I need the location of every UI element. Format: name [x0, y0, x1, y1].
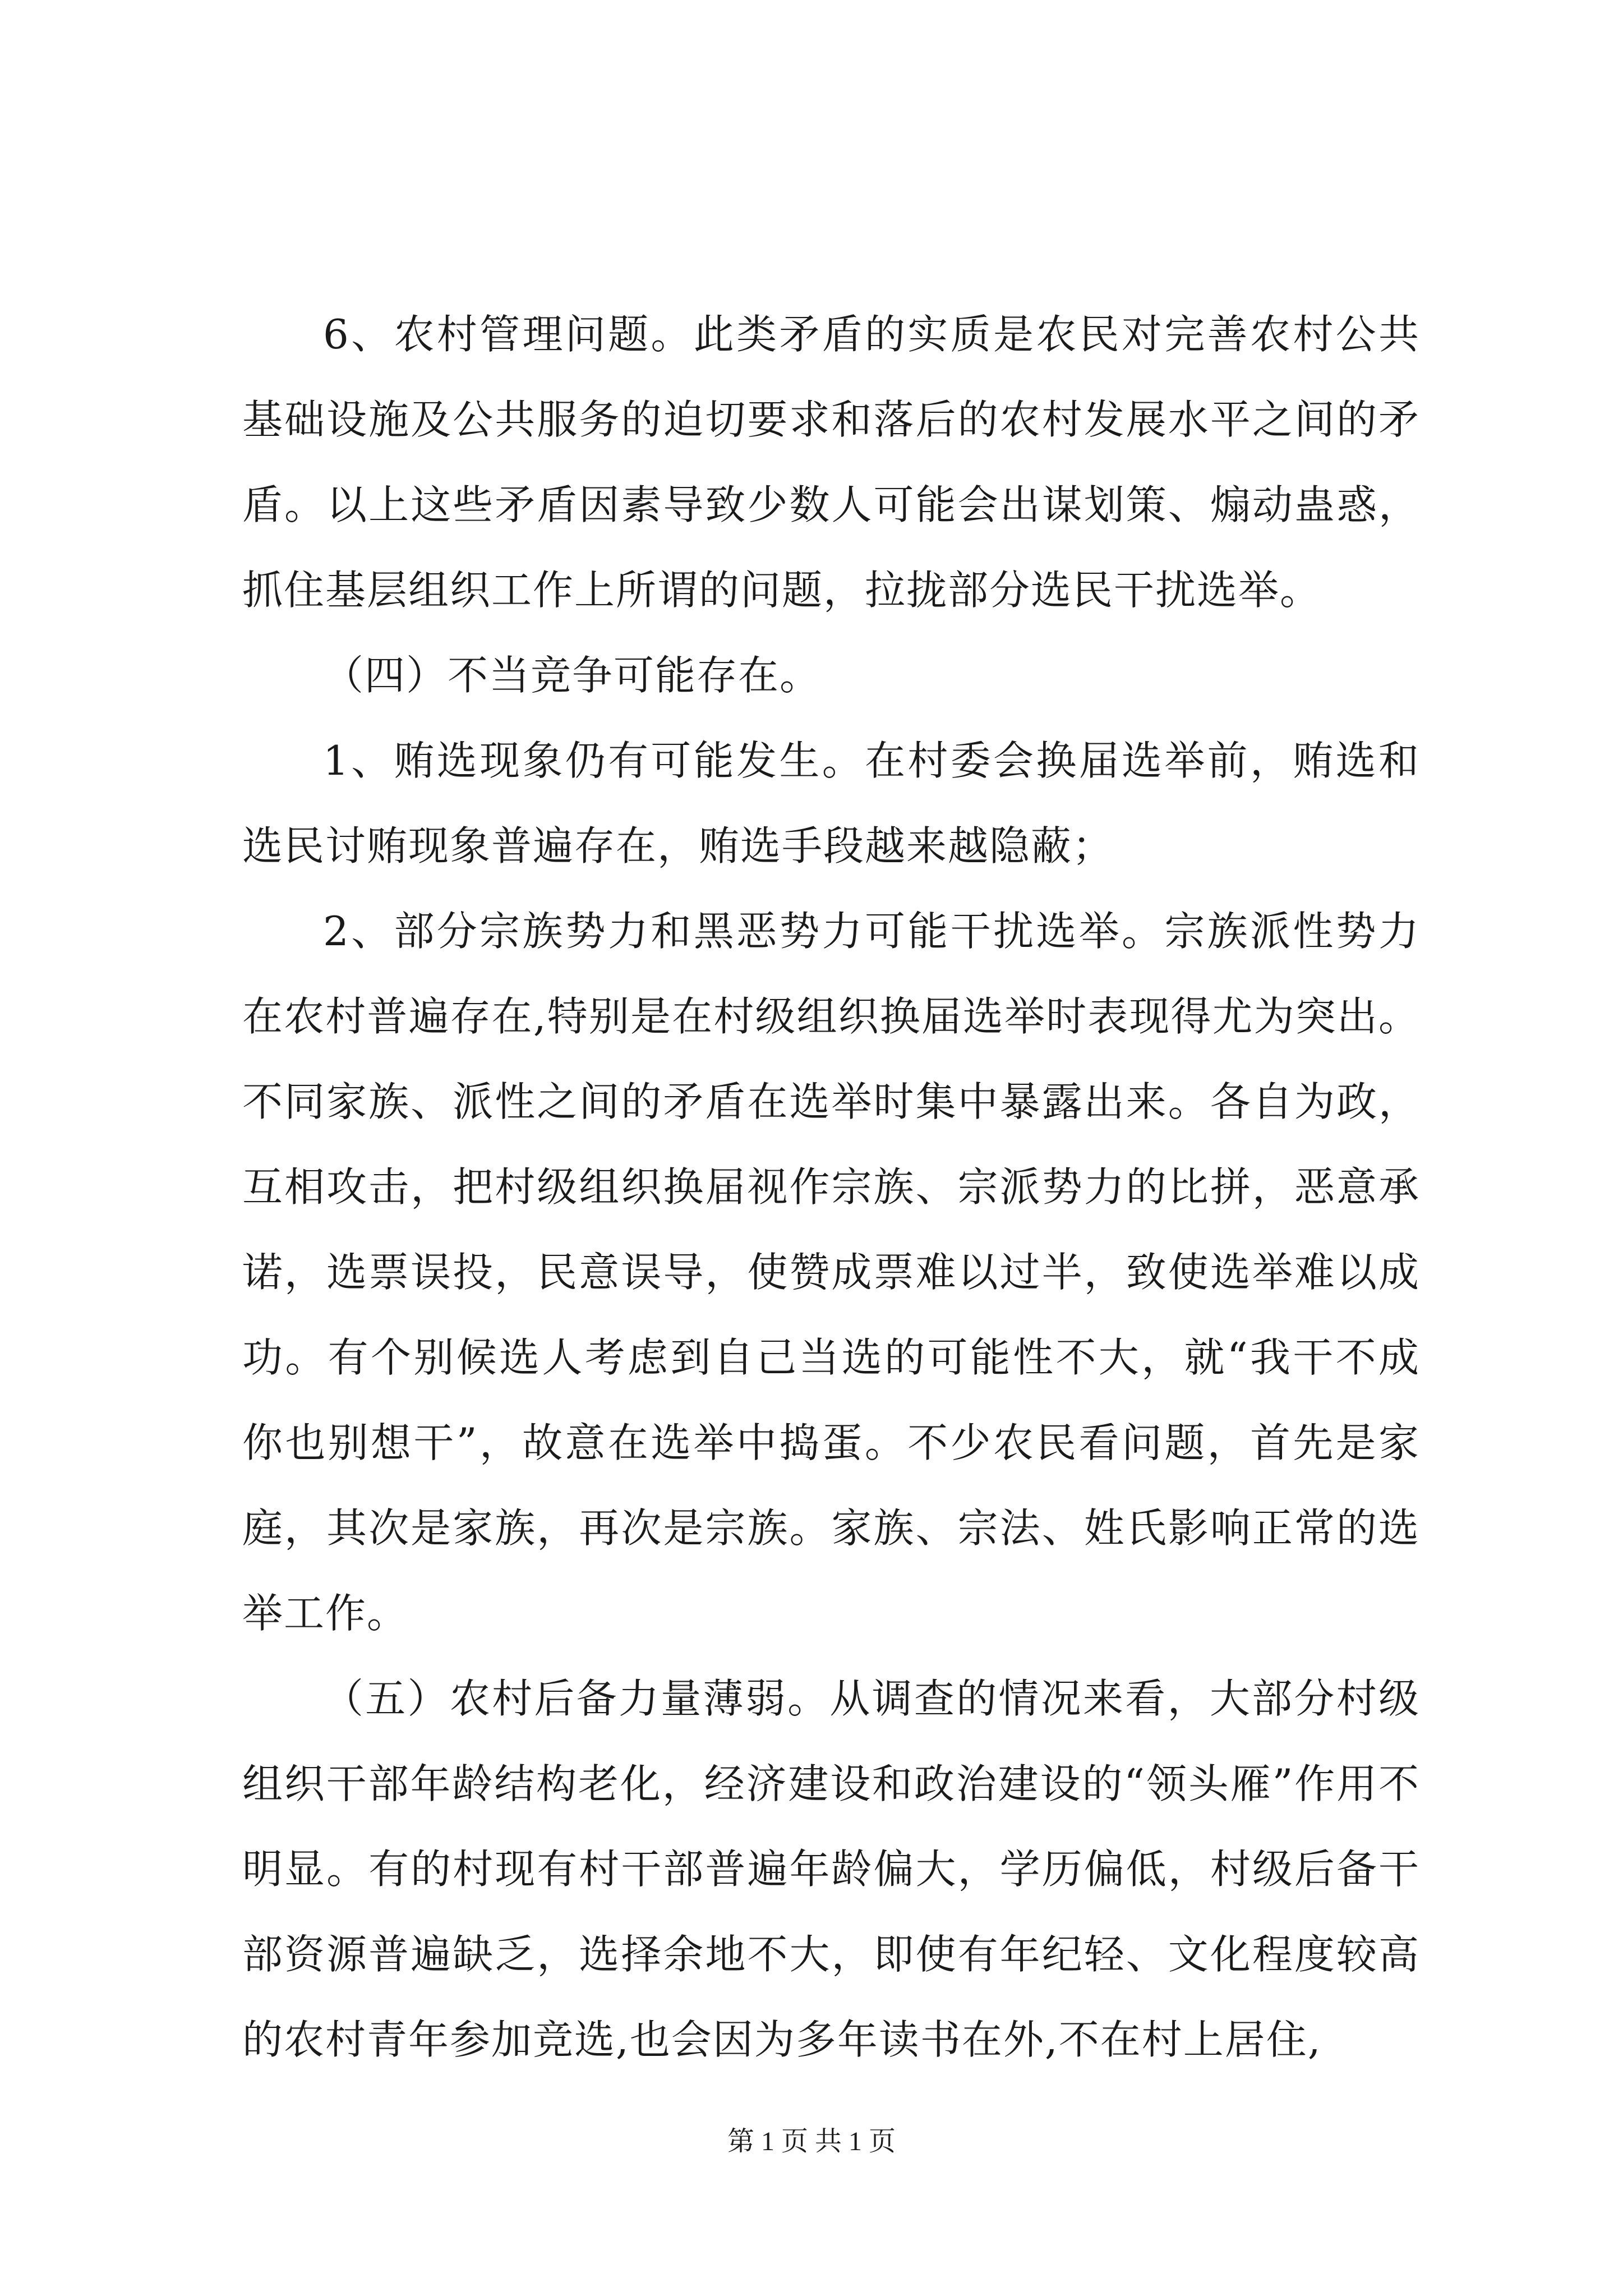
paragraph-rural-management: 6、农村管理问题。此类矛盾的实质是农民对完善农村公共基础设施及公共服务的迫切要求和落后的农村发展水平之间的矛盾。以上这些矛盾因素导致少数人可能会出谋划策、煽动蛊惑，抓住基层组织工作上所谓的问题，拉拢部分选民干扰选举。: [242, 311, 1420, 614]
section-heading-unfair-competition: （四）不当竞争可能存在。: [323, 652, 822, 699]
paragraph-clan-forces: 2、部分宗族势力和黑恶势力可能干扰选举。宗族派性势力在农村普遍存在,特别是在村级组织换届选举时表现得尤为突出。不同家族、派性之间的矛盾在选举时集中暴露出来。各自为政，互相攻击，把村级组织换届视作宗族、宗派势力的比拼，恶意承诺，选票误投，民意误导，使赞成票难以过半，致使选举难以成功。有个别候选人考虑到自己当选的可能性不大，就“我干不成你也别想干”，故意在选举中捣蛋。不少农民看问题，首先是家庭，其次是家族，再次是宗族。家族、宗法、姓氏影响正常的选举工作。: [242, 908, 1420, 1637]
paragraph-bribery: 1、贿选现象仍有可能发生。在村委会换届选举前，贿选和选民讨贿现象普遍存在，贿选手段越来越隐蔽；: [242, 737, 1420, 869]
document-body: [242, 292, 1420, 2082]
page-number-footer: 第 1 页 共 1 页: [727, 2127, 896, 2156]
paragraph-weak-reserve-forces: （五）农村后备力量薄弱。从调查的情况来看，大部分村级组织干部年龄结构老化，经济建设和政治建设的“领头雁”作用不明显。有的村现有村干部普遍年龄偏大，学历偏低，村级后备干部资源普遍缺乏，选择余地不大，即使有年纪轻、文化程度较高的农村青年参加竞选,也会因为多年读书在外,不在村上居住,: [242, 1675, 1420, 2063]
